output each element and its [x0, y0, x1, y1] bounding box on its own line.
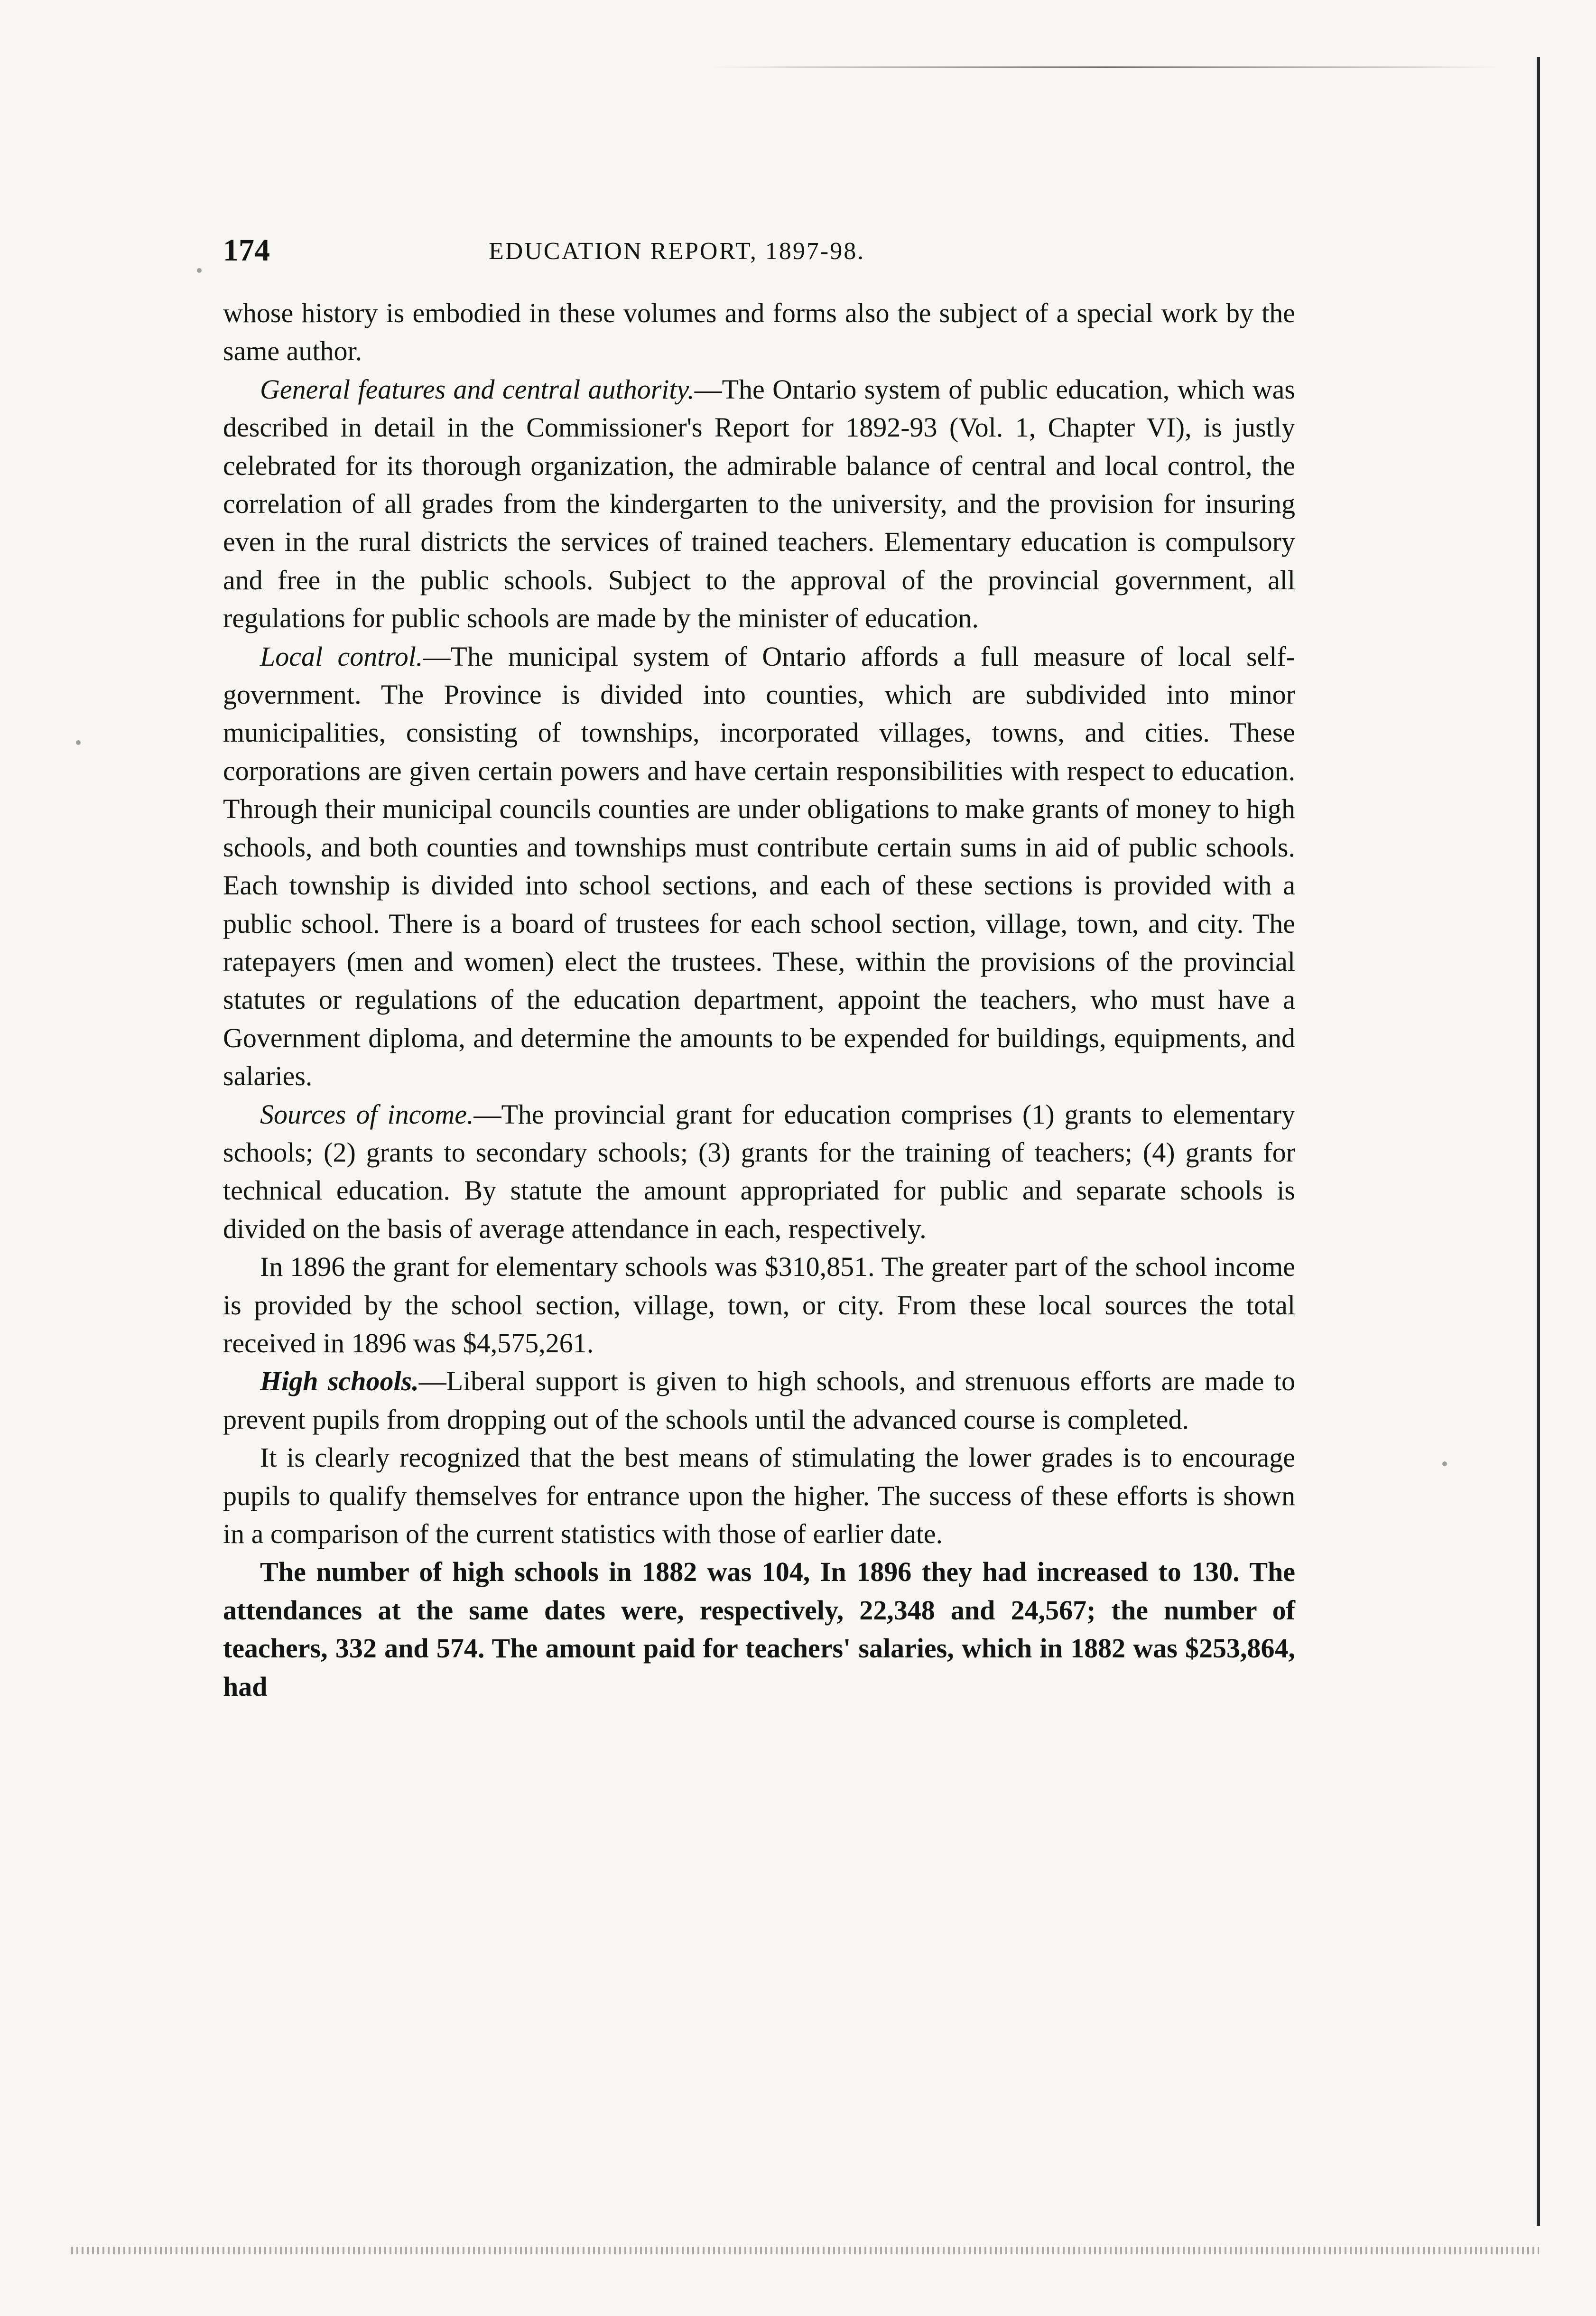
- paragraph: [223, 638, 1295, 1096]
- section-heading: General features and central authority.: [260, 373, 695, 405]
- paragraph: [223, 1553, 1295, 1706]
- section-heading: Local control.: [260, 641, 423, 672]
- paragraph: [223, 294, 1295, 371]
- paragraph: [223, 1096, 1295, 1248]
- scan-speck: [197, 268, 202, 273]
- paragraph: [223, 1248, 1295, 1362]
- paragraph-text: whose history is embodied in these volumes and forms also the subject of a special work by the same author.: [223, 298, 1295, 367]
- scan-edge-top: [712, 66, 1501, 68]
- page-header: [223, 233, 1395, 275]
- paragraph-text: The number of high schools in 1882 was 104, In 1896 they had increased to 130. The attendances at the same dates were, respectively, 22,348 and 24,567; the number of teachers, 332 and 574. The amount paid for teachers' salaries, which in 1882 was $253,864, had: [223, 1556, 1295, 1702]
- paragraph: [223, 1439, 1295, 1553]
- paragraph-text: —The provincial grant for education comprises (1) grants to elementary schools; (2) grants to secondary schools; (3) grants for the training of teachers; (4) grants for technical education. By statute the amount appropriated for public and separate schools is divided on the basis of average attendance in each, respectively.: [223, 1098, 1295, 1244]
- section-heading: High schools.: [260, 1366, 419, 1397]
- section-heading: Sources of income.: [260, 1098, 474, 1130]
- paragraph-text: —The Ontario system of public education, which was described in detail in the Commissioner's Report for 1892-93 (Vol. 1, Chapter VI), is justly celebrated for its thorough organization, the admirable balance of central and local control, the correlation of all grades from the kindergarten to the university, and the provision for insuring even in the rural districts the services of trained teachers. Elementary education is compulsory and free in the public schools. Subject to the approval of the provincial government, all regulations for public schools are made by the minister of education.: [223, 373, 1295, 634]
- scan-edge-right: [1537, 57, 1540, 2226]
- page-number: 174: [223, 233, 270, 268]
- scan-speck: [1442, 1461, 1447, 1466]
- scan-speck: [76, 740, 81, 745]
- body-text: [223, 294, 1295, 1706]
- running-head: EDUCATION REPORT, 1897-98.: [489, 238, 865, 265]
- paragraph-text: —The municipal system of Ontario affords a full measure of local self-government. The Province is divided into counties, which are subdivided into minor municipalities, consisting of townships, incorporated villages, towns, and cities. These corporations are given certain powers and have certain responsibilities with respect to education. Through their municipal councils counties are under obligations to make grants of money to high schools, and both counties and townships must contribute certain sums in aid of public schools. Each township is divided into school sections, and each of these sections is provided with a public school. There is a board of trustees for each school section, village, town, and city. The ratepayers (men and women) elect the trustees. These, within the provisions of the provincial statutes or regulations of the education department, appoint the teachers, who must have a Government diploma, and determine the amounts to be expended for buildings, equipments, and salaries.: [223, 641, 1296, 1092]
- paragraph-text: It is clearly recognized that the best means of stimulating the lower grades is to encourage pupils to qualify themselves for entrance upon the higher. The success of these efforts is shown in a comparison of the current statistics with those of earlier date.: [223, 1442, 1295, 1549]
- scan-edge-bottom: [71, 2247, 1539, 2254]
- paragraph-text: —Liberal support is given to high schools, and strenuous efforts are made to prevent pupils from dropping out of the schools until the advanced course is completed.: [223, 1366, 1295, 1435]
- paragraph: [223, 1362, 1295, 1439]
- paragraph: [223, 371, 1295, 638]
- paragraph-text: In 1896 the grant for elementary schools was $310,851. The greater part of the school income is provided by the school section, village, town, or city. From these local sources the total received in 1896 was $4,575,261.: [223, 1251, 1295, 1358]
